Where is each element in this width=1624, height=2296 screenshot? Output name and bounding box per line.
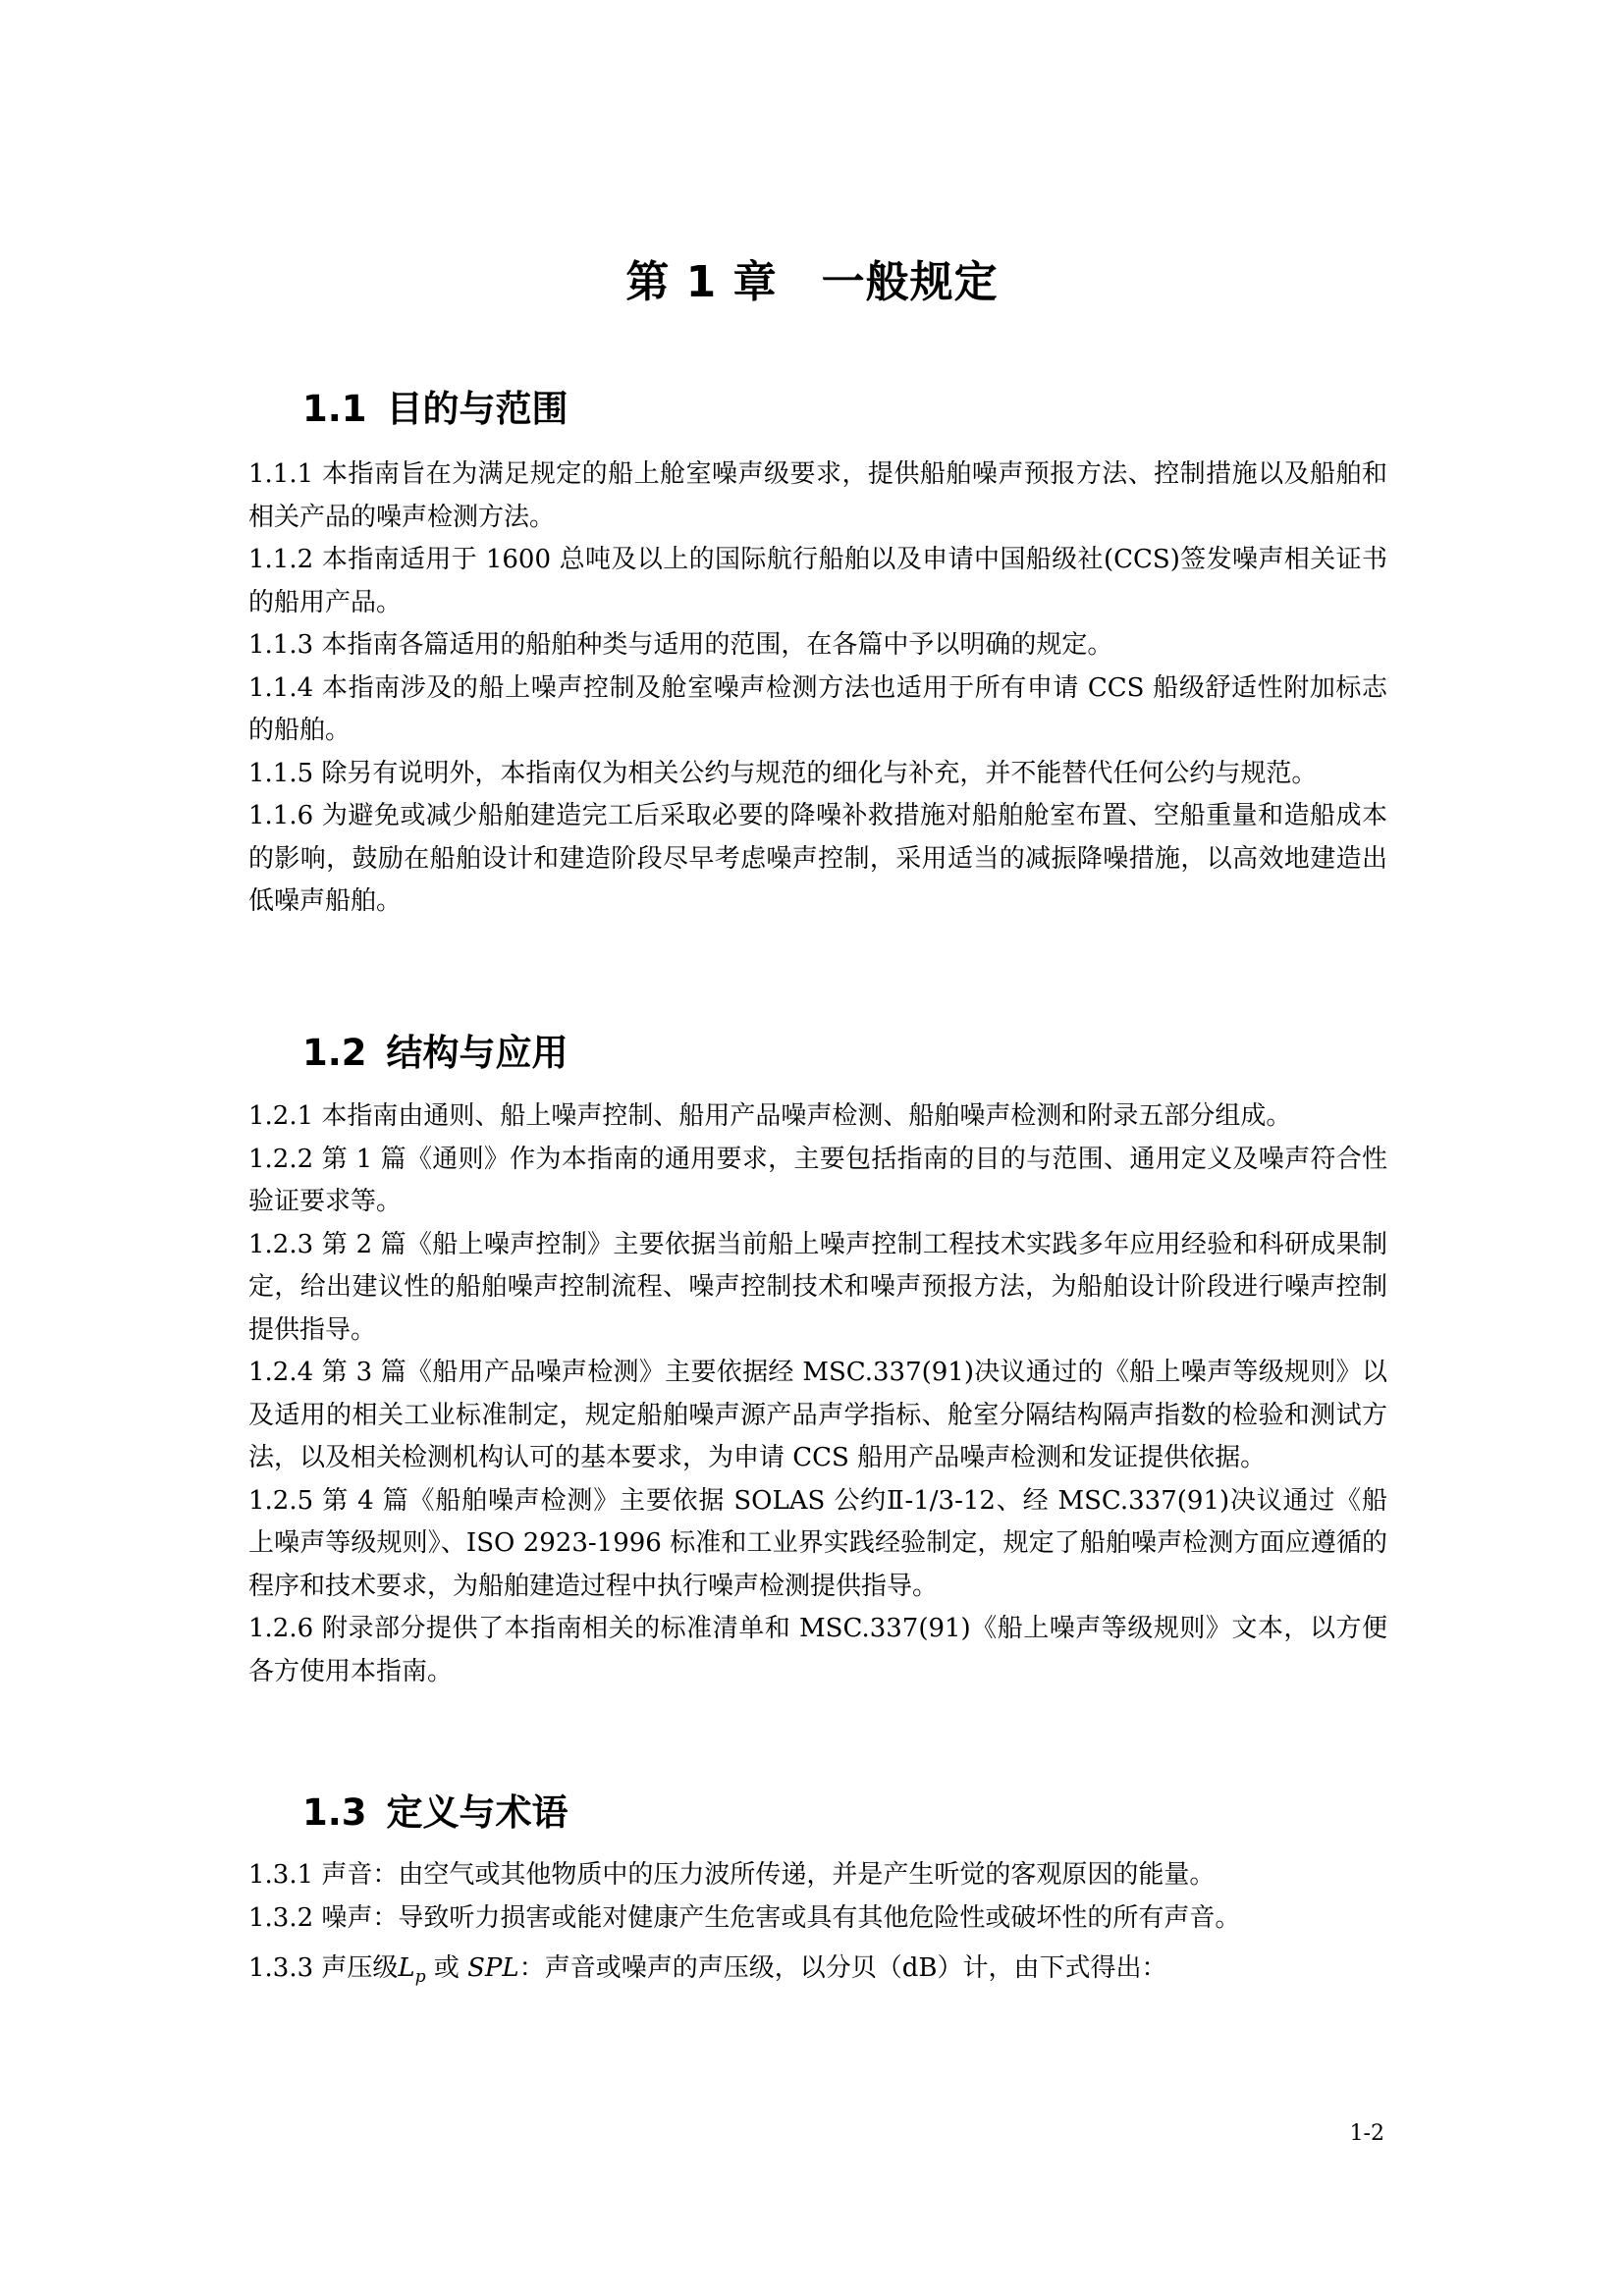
clause-1-1-6: 1.1.6 为避免或减少船舶建造完工后采取必要的降噪补救措施对船舶舱室布置、空船重量和造船成本的影响，鼓励在船舶设计和建造阶段尽早考虑噪声控制，采用适当的减振降噪措施，以高效地建造出低噪声船舶。 xyxy=(248,801,1387,916)
section-number: 1.3 xyxy=(302,1791,367,1834)
clause-prefix: 1.3.3 声压级 xyxy=(248,1953,399,1983)
clause-1-2-6: 1.2.6 附录部分提供了本指南相关的标准清单和 MSC.337(91)《船上噪声等级规则》文本，以方便各方使用本指南。 xyxy=(248,1614,1387,1686)
math-variable-spl: SPL xyxy=(467,1953,519,1983)
section-title: 定义与术语 xyxy=(386,1791,568,1834)
clause-1-2-4: 1.2.4 第 3 篇《船用产品噪声检测》主要依据经 MSC.337(91)决议通过的《船上噪声等级规则》以及适用的相关工业标准制定，规定船舶噪声源产品声学指标、舱室分隔结构隔声指数的检验和测试方法，以及相关检测机构认可的基本要求，为申请 CCS 船用产品噪声检测和发证提供依据。 xyxy=(248,1358,1387,1472)
section-structure-application xyxy=(248,1029,1387,1693)
clause-1-1-2: 1.1.2 本指南适用于 1600 总吨及以上的国际航行船舶以及申请中国船级社(CCS)签发噪声相关证书的船用产品。 xyxy=(248,545,1387,617)
clause-suffix: ：声音或噪声的声压级，以分贝（dB）计，由下式得出： xyxy=(518,1953,1167,1983)
math-variable-l: L xyxy=(398,1953,415,1983)
section-heading xyxy=(302,385,1387,434)
section-title: 目的与范围 xyxy=(386,388,568,430)
section-items xyxy=(248,1854,1387,2000)
section-items xyxy=(248,454,1387,924)
math-subscript-p: p xyxy=(414,1967,426,1987)
section-number: 1.1 xyxy=(302,388,367,430)
section-items xyxy=(248,1095,1387,1693)
section-heading xyxy=(302,1029,1387,1078)
page-number: 1-2 xyxy=(1349,2121,1384,2146)
clause-joiner: 或 xyxy=(425,1953,468,1983)
clause-1-3-3 xyxy=(248,1948,1387,2000)
section-definitions-terms xyxy=(248,1789,1387,2000)
clause-1-3-2: 1.3.2 噪声：导致听力损害或能对健康产生危害或具有其他危险性或破坏性的所有声音。 xyxy=(248,1902,1241,1933)
clause-1-2-3: 1.2.3 第 2 篇《船上噪声控制》主要依据当前船上噪声控制工程技术实践多年应用经验和科研成果制定，给出建议性的船舶噪声控制流程、噪声控制技术和噪声预报方法，为船舶设计阶段进行噪声控制提供指导。 xyxy=(248,1229,1387,1345)
clause-1-1-1: 1.1.1 本指南旨在为满足规定的船上舱室噪声级要求，提供船舶噪声预报方法、控制措施以及船舶和相关产品的噪声检测方法。 xyxy=(248,459,1387,532)
clause-1-1-3: 1.1.3 本指南各篇适用的船舶种类与适用的范围，在各篇中予以明确的规定。 xyxy=(248,630,1113,660)
section-purpose-scope xyxy=(248,385,1387,924)
section-number: 1.2 xyxy=(302,1032,367,1074)
clause-1-2-1: 1.2.1 本指南由通则、船上噪声控制、船用产品噪声检测、船舶噪声检测和附录五部分组成。 xyxy=(248,1101,1292,1131)
clause-1-1-5: 1.1.5 除另有说明外，本指南仅为相关公约与规范的细化与补充，并不能替代任何公约与规范。 xyxy=(248,758,1318,788)
clause-1-2-5: 1.2.5 第 4 篇《船舶噪声检测》主要依据 SOLAS 公约Ⅱ-1/3-12、经 MSC.337(91)决议通过《船上噪声等级规则》、ISO 2923-1996 标准和工业界实践经验制定，规定了船舶噪声检测方面应遵循的程序和技术要求，为船舶建造过程中执行噪声检测提供指导。 xyxy=(248,1485,1387,1601)
clause-1-1-4: 1.1.4 本指南涉及的船上噪声控制及舱室噪声检测方法也适用于所有申请 CCS 船级舒适性附加标志的船舶。 xyxy=(248,672,1387,745)
section-heading xyxy=(302,1789,1387,1838)
clause-1-3-1: 1.3.1 声音：由空气或其他物质中的压力波所传递，并是产生听觉的客观原因的能量。 xyxy=(248,1860,1216,1890)
section-title: 结构与应用 xyxy=(386,1032,568,1074)
clause-1-2-2: 1.2.2 第 1 篇《通则》作为本指南的通用要求，主要包括指南的目的与范围、通用定义及噪声符合性验证要求等。 xyxy=(248,1144,1387,1216)
chapter-title: 第 1 章 一般规定 xyxy=(625,257,999,307)
